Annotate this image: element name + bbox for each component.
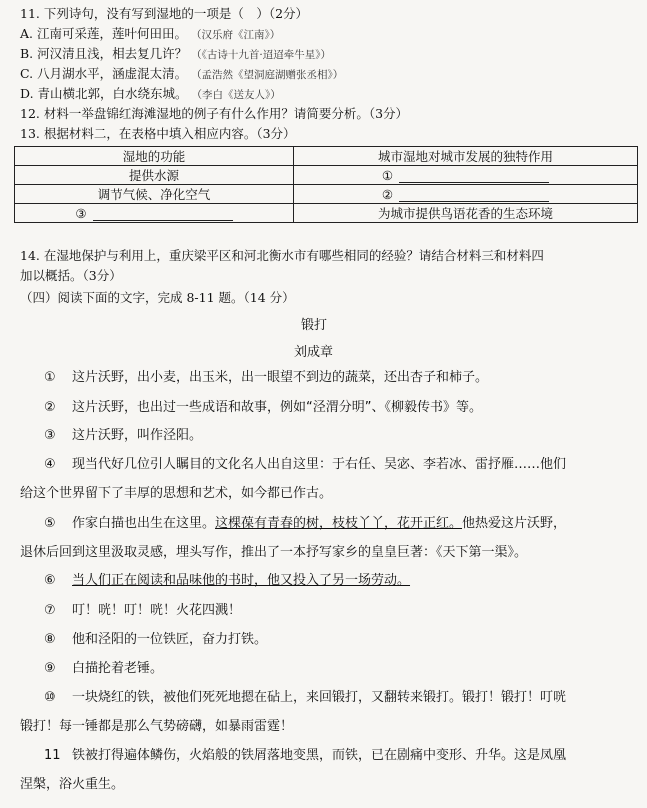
q11-option-c-source: （孟浩然《望洞庭湖赠张丞相》）: [191, 69, 344, 81]
essay-author: 刘成章: [294, 345, 334, 360]
q14-line2: 加以概括。（3分）: [20, 268, 122, 283]
paragraph-text: 白描抡着老锤。: [72, 661, 164, 676]
q11-option-c-text: C. 八月湖水平，涵虚混太清。: [20, 66, 188, 81]
q11-option-a-source: （汉乐府《江南》）: [190, 29, 281, 41]
paragraph-number: ⑥: [44, 573, 56, 588]
table-cell: 为城市提供鸟语花香的生态环境: [294, 204, 638, 223]
q11-option-c: [20, 66, 343, 83]
table-cell-blank-1[interactable]: [294, 166, 638, 185]
paragraph-2: [44, 400, 482, 416]
paragraph-text: 这片沃野，出小麦，出玉米，出一眼望不到边的蔬菜，还出杏子和柿子。: [72, 370, 489, 385]
q11-option-d: [20, 86, 281, 103]
paragraph-1: [44, 370, 488, 386]
paragraph-text: 叮！咣！叮！咣！火花四溅！: [72, 603, 242, 618]
paragraph-text: 作家白描也出生在这里。: [72, 516, 216, 531]
table-row: [15, 185, 638, 204]
paragraph-number: ⑧: [44, 632, 56, 647]
paragraph-10: [44, 690, 566, 706]
paragraph-7: [44, 603, 241, 619]
q13-table: [14, 146, 638, 223]
table-row: [15, 147, 638, 166]
paragraph-number: ⑦: [44, 603, 56, 618]
table-cell: 调节气候、净化空气: [15, 185, 294, 204]
section-heading: （四）阅读下面的文字，完成 8-11 题。（14 分）: [20, 290, 295, 305]
paragraph-number: ③: [44, 428, 56, 443]
essay-title: 锻打: [301, 318, 328, 333]
table-header-function: 湿地的功能: [15, 147, 294, 166]
table-row: [15, 166, 638, 185]
q11-option-a: [20, 26, 280, 43]
q11-option-b: [20, 46, 331, 63]
blank-mark-1: ①: [381, 167, 394, 183]
paragraph-9: [44, 661, 163, 677]
paragraph-6: [44, 573, 410, 589]
paragraph-text: 他热爱这片沃野，: [462, 516, 567, 531]
paragraph-text: 一块烧红的铁，被他们死死地摁在砧上，来回锻打，又翻转来锻打。锻打！锻打！叮咣: [72, 690, 567, 705]
table-cell-blank-2[interactable]: [294, 185, 638, 204]
q12-stem: 12. 材料一举盘锦红海滩湿地的例子有什么作用？请简要分析。（3分）: [20, 106, 409, 121]
q11-option-d-text: D. 青山横北郭，白水绕东城。: [20, 86, 188, 101]
blank-mark-2: ②: [381, 186, 394, 202]
paragraph-text: 这片沃野，也出过一些成语和故事，例如“泾渭分明”、《柳毅传书》等。: [72, 400, 482, 415]
table-row: [15, 204, 638, 223]
paragraph-5-cont: 退休后回到这里汲取灵感，埋头写作，推出了一本抒写家乡的皇皇巨著：《天下第一渠》。: [20, 545, 528, 560]
q13-stem: 13. 根据材料二，在表格中填入相应内容。（3分）: [20, 126, 296, 141]
paragraph-11: [44, 748, 566, 764]
paragraph-text: 他和泾阳的一位铁匠，奋力打铁。: [72, 632, 268, 647]
blank-mark-3: ③: [75, 205, 87, 221]
paragraph-number: 11: [44, 748, 61, 763]
paragraph-4-cont: 给这个世界留下了丰厚的思想和艺术，如今都已作古。: [20, 486, 333, 501]
underlined-sentence: 当人们正在阅读和品味他的书时，他又投入了另一场劳动。: [72, 573, 411, 588]
q11-option-b-source: （《古诗十九首·迢迢牵牛星》）: [191, 49, 331, 61]
paragraph-5: [44, 516, 566, 532]
q14-line1: 14. 在湿地保护与利用上，重庆梁平区和河北衡水市有哪些相同的经验？请结合材料三和材料四: [20, 248, 544, 263]
paragraph-number: ⑩: [44, 690, 56, 705]
paragraph-text: 这片沃野，叫作泾阳。: [72, 428, 203, 443]
paragraph-number: ⑤: [44, 516, 56, 531]
paragraph-10-cont: 锻打！每一锤都是那么气势磅礴，如暴雨雷霆！: [20, 719, 294, 734]
paragraph-4: [44, 457, 566, 473]
paragraph-number: ②: [44, 400, 56, 415]
underlined-sentence: 这棵葆有青春的树，枝枝丫丫，花开正红。: [215, 516, 463, 531]
paragraph-text: 现当代好几位引人瞩目的文化名人出自这里：于右任、吴宓、李若冰、雷抒雁……他们: [72, 457, 567, 472]
table-cell-blank-3[interactable]: [15, 204, 294, 223]
paragraph-number: ①: [44, 370, 56, 385]
paragraph-3: [44, 428, 202, 444]
paragraph-text: 铁被打得遍体鳞伤，火焰般的铁屑落地变黑，而铁，已在剧痛中变形、升华。这是凤凰: [72, 748, 567, 763]
table-header-role: 城市湿地对城市发展的独特作用: [294, 147, 638, 166]
paragraph-number: ⑨: [44, 661, 56, 676]
q11-option-b-text: B. 河汉清且浅，相去复几许？: [20, 46, 188, 61]
paragraph-number: ④: [44, 457, 56, 472]
paragraph-11-cont: 涅槃，浴火重生。: [20, 777, 125, 792]
table-cell: 提供水源: [15, 166, 294, 185]
q11-option-d-source: （李白《送友人》）: [191, 89, 281, 101]
q11-option-a-text: A. 江南可采莲，莲叶何田田。: [20, 26, 187, 41]
paragraph-8: [44, 632, 267, 648]
q11-stem: 11. 下列诗句，没有写到湿地的一项是（ ）（2分）: [20, 6, 309, 21]
